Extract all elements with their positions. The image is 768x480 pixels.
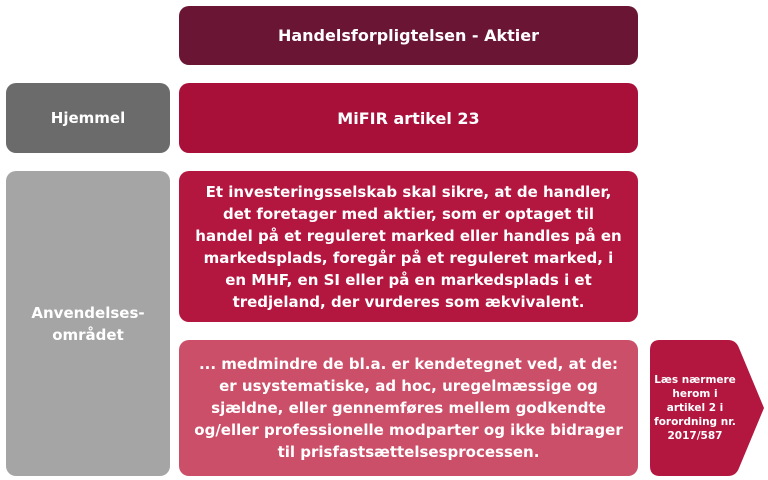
reference-text: Læs nærmere herom i artikel 2 i forordning nr. 2017/587 (654, 374, 736, 442)
diagram-title: Handelsforpligtelsen - Aktier (277, 26, 540, 45)
anvendelsesomraadet-label: Anvendelses- området (31, 303, 145, 344)
anvendelsesomraadet-label-box (6, 171, 170, 476)
hjemmel-label-box (6, 83, 170, 153)
title-box (179, 6, 638, 65)
hjemmel-text: MiFIR artikel 23 (337, 108, 480, 128)
hjemmel-content-box (179, 83, 638, 153)
scope-text: Et investeringsselskab skal sikre, at de handler, det foretager med aktier, som er optaget til handel på et reguleret marked eller handles på en markedsplads, foregår på et reguleret marked, i en MHF, en SI eller på en markedsplads i et tredjeland, der vurderes som ækvivalent. (195, 182, 622, 311)
scope-box (179, 171, 638, 322)
hjemmel-label: Hjemmel (50, 109, 126, 127)
reference-arrow (650, 340, 765, 476)
exception-box (179, 340, 638, 476)
exception-text: ... medmindre de bl.a. er kendetegnet ved, at de: er usystematiske, ad hoc, uregelmæssige og sjældne, eller gennemføres mellem godkendte og/eller professionelle modparter og ikke bidrager til prisfastsættelsesprocessen. (194, 355, 623, 461)
